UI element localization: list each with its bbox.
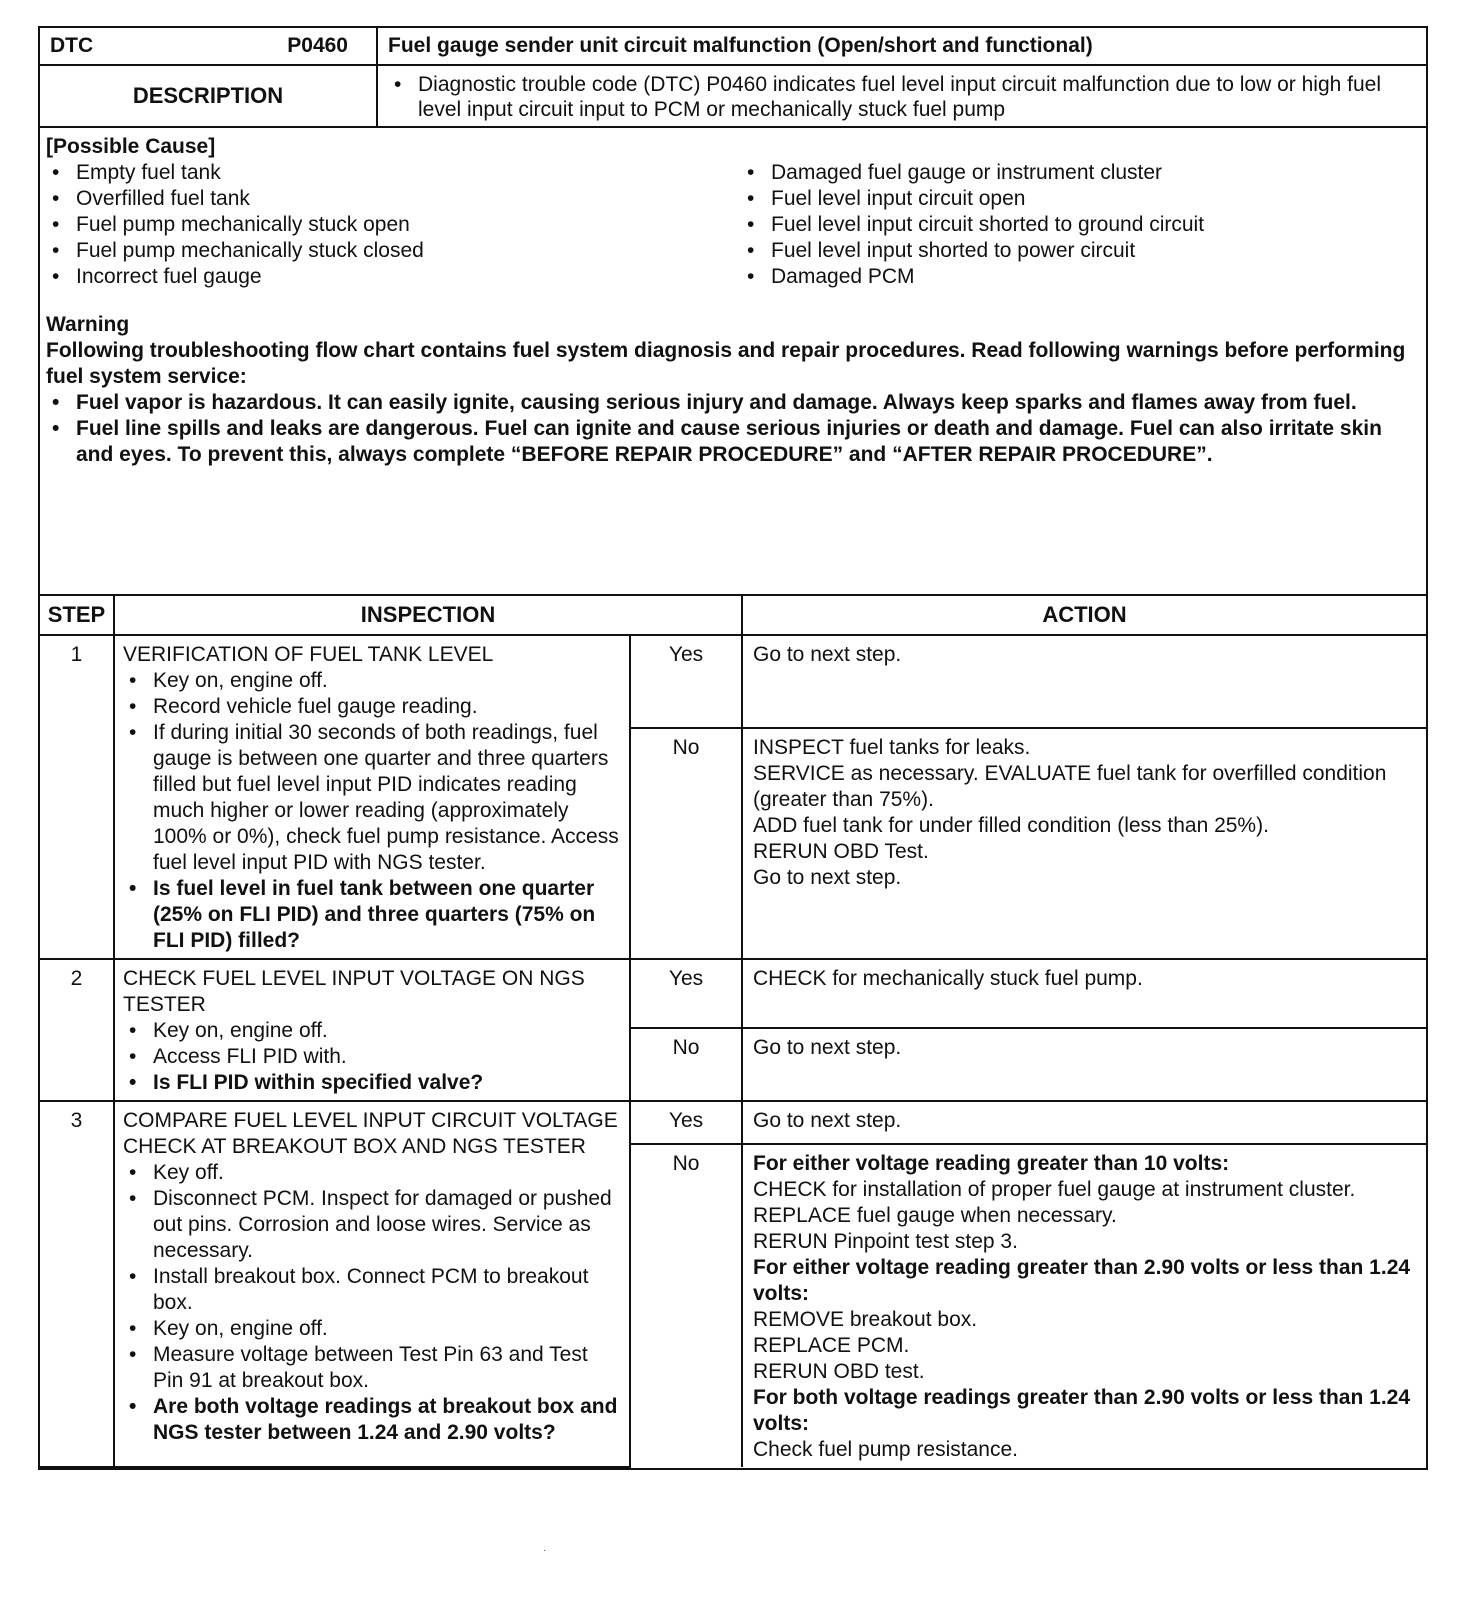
steps-header-row	[40, 596, 1426, 635]
description-text-cell	[378, 66, 1426, 126]
step-bullet: • If during initial 30 seconds of both readings, fuel gauge is between one quarter and three quarters filled but fuel level input PID indicates reading much higher or lower reading (approximately 100% or 0%), check fuel pump resistance. Access fuel level input PID with NGS tester.	[123, 720, 621, 876]
no-action-line: CHECK for installation of proper fuel gauge at instrument cluster.	[753, 1178, 1356, 1201]
step-bullet: • Key on, engine off.	[123, 668, 621, 694]
cause-item: • Empty fuel tank	[46, 160, 741, 186]
yes-label: Yes	[630, 1101, 742, 1144]
no-action-heading: For both voltage readings greater than 2.90 volts or less than 1.24 volts:	[753, 1386, 1411, 1435]
no-label: No	[630, 1144, 742, 1467]
yes-action: CHECK for mechanically stuck fuel pump.	[742, 959, 1426, 1028]
cause-item: • Damaged PCM	[741, 264, 1420, 290]
no-action-line: REMOVE breakout box.	[753, 1308, 978, 1331]
no-action-line: Check fuel pump resistance.	[753, 1438, 1018, 1461]
yes-label: Yes	[630, 959, 742, 1028]
step-question: • Is fuel level in fuel tank between one quarter (25% on FLI PID) and three quarters (75% on FLI PID) filled?	[123, 876, 621, 954]
warning-heading: Warning	[46, 313, 130, 336]
cause-item: • Fuel level input circuit open	[741, 186, 1420, 212]
no-label: No	[630, 1028, 742, 1101]
no-action-line: INSPECT fuel tanks for leaks.	[753, 736, 1031, 759]
no-action-heading: For either voltage reading greater than 10 volts:	[753, 1152, 1230, 1175]
step-question: • Are both voltage readings at breakout box and NGS tester between 1.24 and 2.90 volts?	[123, 1394, 621, 1446]
step-number: 3	[40, 1101, 114, 1467]
step-bullet: • Record vehicle fuel gauge reading.	[123, 694, 621, 720]
cause-item: • Fuel pump mechanically stuck open	[46, 212, 741, 238]
step-bullet: • Key on, engine off.	[123, 1018, 621, 1044]
no-label: No	[630, 728, 742, 959]
no-action	[742, 1144, 1426, 1467]
description-label: DESCRIPTION	[40, 66, 378, 126]
description-row	[40, 66, 1426, 128]
warning-item: • Fuel vapor is hazardous. It can easily ignite, causing serious injury and damage. Always keep sparks and flames away from fuel.	[46, 390, 1420, 416]
no-action-line: REPLACE PCM.	[753, 1334, 910, 1357]
no-action	[742, 728, 1426, 959]
dtc-title: Fuel gauge sender unit circuit malfunction (Open/short and functional)	[388, 34, 1093, 57]
description-text: • Diagnostic trouble code (DTC) P0460 indicates fuel level input circuit malfunction due to low or high fuel level input circuit input to PCM or mechanically stuck fuel pump	[388, 72, 1416, 122]
step-number: 1	[40, 635, 114, 959]
step-row	[40, 635, 1426, 728]
no-action-heading: For either voltage reading greater than 2.90 volts or less than 1.24 volts:	[753, 1256, 1411, 1305]
no-action-line: RERUN OBD Test.	[753, 840, 929, 863]
step-bullet: • Install breakout box. Connect PCM to breakout box.	[123, 1264, 621, 1316]
step-question: • Is FLI PID within specified valve?	[123, 1070, 621, 1096]
cause-item: • Fuel level input shorted to power circuit	[741, 238, 1420, 264]
col-inspection-header: INSPECTION	[114, 596, 742, 635]
col-step-header: STEP	[40, 596, 114, 635]
warning-intro: Following troubleshooting flow chart contains fuel system diagnosis and repair procedures. Read following warnings before performing fuel system service:	[46, 339, 1406, 388]
step-title: COMPARE FUEL LEVEL INPUT CIRCUIT VOLTAGE CHECK AT BREAKOUT BOX AND NGS TESTER	[123, 1109, 618, 1158]
yes-label: Yes	[630, 635, 742, 728]
warning-section	[46, 312, 1420, 468]
no-action: Go to next step.	[742, 1028, 1426, 1101]
step-bullet: • Disconnect PCM. Inspect for damaged or pushed out pins. Corrosion and loose wires. Service as necessary.	[123, 1186, 621, 1264]
dtc-label: DTC	[50, 34, 94, 57]
step-bullet: • Access FLI PID with.	[123, 1044, 621, 1070]
step-inspection	[114, 1101, 630, 1467]
step-row	[40, 1101, 1426, 1144]
no-action-line: ADD fuel tank for under filled condition (less than 25%).	[753, 814, 1269, 837]
step-title: VERIFICATION OF FUEL TANK LEVEL	[123, 643, 494, 666]
warning-item: • Fuel line spills and leaks are dangerous. Fuel can ignite and cause serious injuries or death and damage. Fuel can also irritate skin and eyes. To prevent this, always complete “BEFORE REPAIR PROCEDURE” and “AFTER REPAIR PROCEDURE”.	[46, 416, 1420, 468]
step-bullet: • Key on, engine off.	[123, 1316, 621, 1342]
dtc-cell	[40, 28, 378, 64]
yes-action: Go to next step.	[742, 635, 1426, 728]
step-bullet: • Key off.	[123, 1160, 621, 1186]
steps-table	[40, 596, 1426, 1468]
step-row	[40, 959, 1426, 1028]
cause-item: • Overfilled fuel tank	[46, 186, 741, 212]
yes-action: Go to next step.	[742, 1101, 1426, 1144]
scan-dot: ·	[543, 1545, 547, 1556]
step-number: 2	[40, 959, 114, 1101]
col-action-header: ACTION	[742, 596, 1426, 635]
cause-item: • Incorrect fuel gauge	[46, 264, 741, 290]
cause-item: • Fuel pump mechanically stuck closed	[46, 238, 741, 264]
possible-cause-list	[46, 160, 1420, 290]
cause-warning-block	[40, 128, 1426, 596]
possible-cause-heading: [Possible Cause]	[46, 135, 216, 158]
step-inspection	[114, 635, 630, 959]
dtc-document	[38, 26, 1428, 1470]
cause-item: • Damaged fuel gauge or instrument cluster	[741, 160, 1420, 186]
no-action-line: RERUN OBD test.	[753, 1360, 925, 1383]
step-title: CHECK FUEL LEVEL INPUT VOLTAGE ON NGS TESTER	[123, 967, 585, 1016]
step-inspection	[114, 959, 630, 1101]
dtc-code: P0460	[287, 34, 348, 57]
step-bullet: • Measure voltage between Test Pin 63 and Test Pin 91 at breakout box.	[123, 1342, 621, 1394]
cause-item: • Fuel level input circuit shorted to ground circuit	[741, 212, 1420, 238]
dtc-header	[40, 28, 1426, 66]
no-action-line: SERVICE as necessary. EVALUATE fuel tank for overfilled condition (greater than 75%).	[753, 762, 1387, 811]
no-action-line: REPLACE fuel gauge when necessary.	[753, 1204, 1117, 1227]
no-action-line: Go to next step.	[753, 866, 902, 889]
no-action-line: RERUN Pinpoint test step 3.	[753, 1230, 1018, 1253]
